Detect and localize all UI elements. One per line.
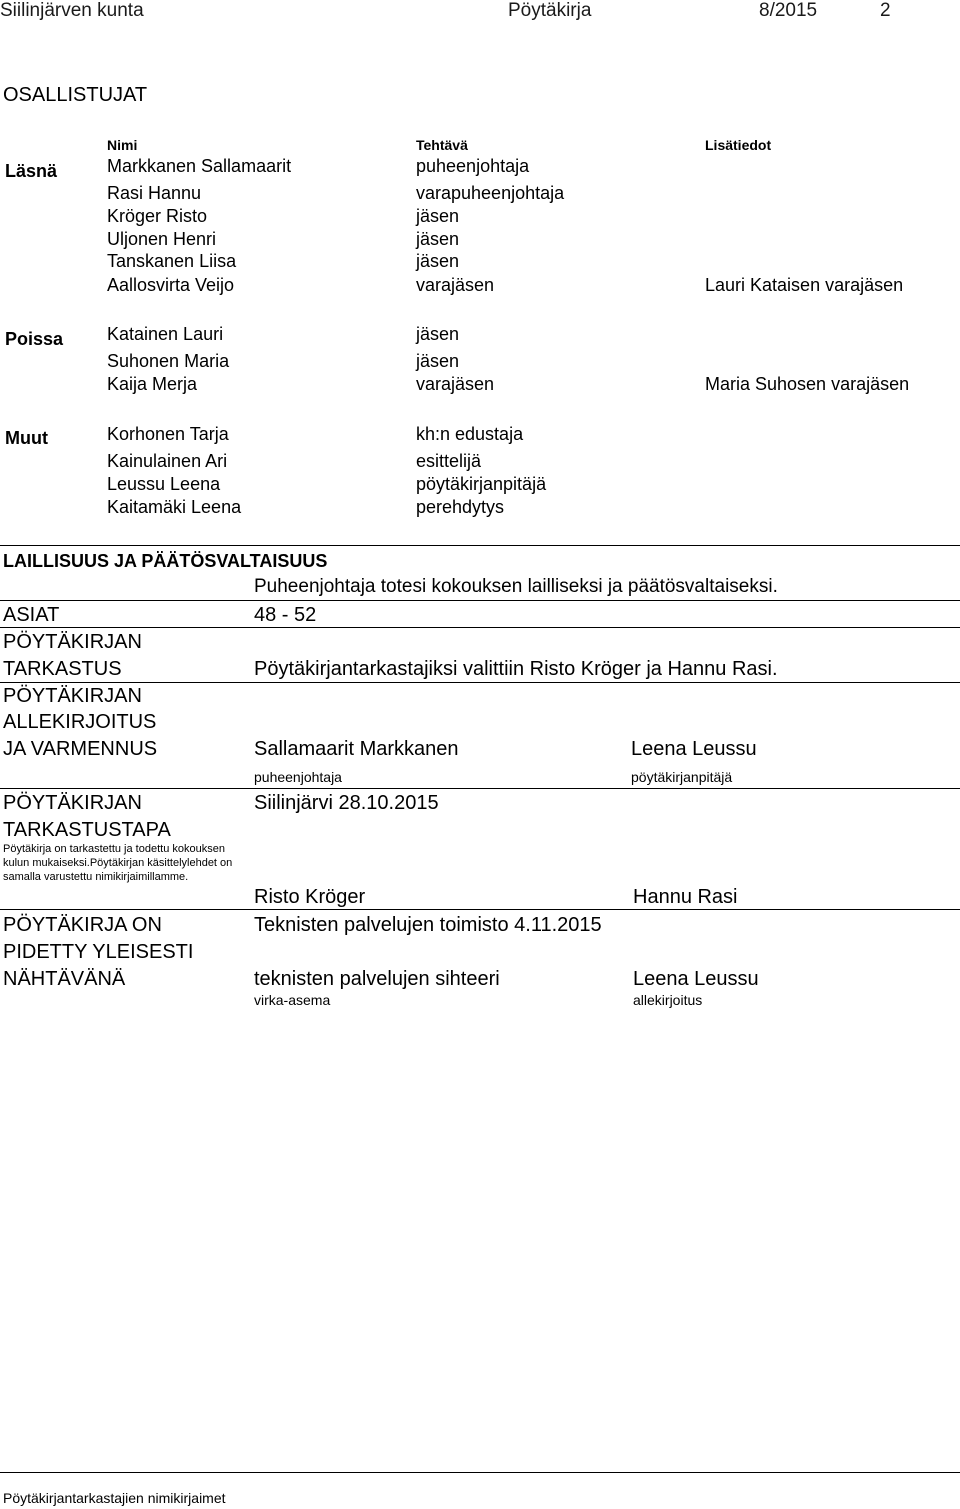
municipality-name: Siilinjärven kunta: [0, 0, 144, 21]
public-display-heading-line3: NÄHTÄVÄNÄ: [3, 968, 126, 990]
official-title-caption: virka-asema: [254, 992, 331, 1008]
official-name: Leena Leussu: [633, 968, 759, 990]
absent-name: Katainen Lauri: [107, 324, 224, 344]
section-divider: [0, 682, 960, 683]
others-name: Leussu Leena: [107, 474, 221, 494]
section-divider: [0, 909, 960, 910]
others-name: Kainulainen Ari: [107, 451, 228, 471]
present-role: varajäsen: [416, 275, 495, 295]
absent-notes: Maria Suhosen varajäsen: [705, 374, 910, 394]
quorum-text: Puheenjohtaja totesi kokouksen lailliseksi ja päätösvaltaiseksi.: [254, 576, 778, 597]
others-role: pöytäkirjanpitäjä: [416, 474, 547, 494]
absent-name: Suhonen Maria: [107, 351, 230, 371]
present-name: Aallosvirta Veijo: [107, 275, 235, 295]
column-header-notes: Lisätiedot: [705, 137, 772, 153]
present-role: jäsen: [416, 229, 460, 249]
review-method-heading-line2: TARKASTUSTAPA: [3, 819, 171, 841]
section-divider: [0, 600, 960, 601]
present-role: puheenjohtaja: [416, 156, 530, 176]
quorum-heading: LAILLISUUS JA PÄÄTÖSVALTAISUUS: [3, 551, 328, 571]
chair-name: Sallamaarit Markkanen: [254, 738, 459, 760]
document-number: 8/2015: [759, 0, 818, 21]
present-label: Läsnä: [5, 161, 58, 181]
others-role: kh:n edustaja: [416, 424, 524, 444]
present-name: Kröger Risto: [107, 206, 208, 226]
page-number: 2: [880, 0, 891, 21]
review-place-date: Siilinjärvi 28.10.2015: [254, 792, 439, 814]
present-role: jäsen: [416, 206, 460, 226]
present-name: Rasi Hannu: [107, 183, 202, 203]
chair-role: puheenjohtaja: [254, 769, 342, 785]
section-divider: [0, 545, 960, 546]
column-header-name: Nimi: [107, 137, 138, 153]
reviewer-name-2: Hannu Rasi: [633, 886, 738, 908]
official-title: teknisten palvelujen sihteeri: [254, 968, 500, 990]
absent-role: jäsen: [416, 324, 460, 344]
document-type: Pöytäkirja: [508, 0, 592, 21]
absent-label: Poissa: [5, 329, 64, 349]
signatures-heading-line1: PÖYTÄKIRJAN: [3, 685, 142, 707]
review-text: Pöytäkirjantarkastajiksi valittiin Risto Kröger ja Hannu Rasi.: [254, 658, 778, 680]
signatures-heading-line3: JA VARMENNUS: [3, 738, 158, 760]
review-method-heading-line1: PÖYTÄKIRJAN: [3, 792, 142, 814]
reviewer-name-1: Risto Kröger: [254, 886, 366, 908]
section-divider: [0, 627, 960, 628]
others-name: Kaitamäki Leena: [107, 497, 242, 517]
footer-divider: [0, 1472, 960, 1473]
footer-text: Pöytäkirjantarkastajien nimikirjaimet: [3, 1490, 226, 1506]
review-note: Pöytäkirja on tarkastettu ja todettu kokouksen kulun mukaiseksi.Pöytäkirjan käsittelylehdet on samalla varustettu nimikirjaimillamme.: [3, 843, 233, 883]
present-notes: Lauri Kataisen varajäsen: [705, 275, 904, 295]
others-role: esittelijä: [416, 451, 482, 471]
secretary-name: Leena Leussu: [631, 738, 757, 760]
present-role: jäsen: [416, 251, 460, 271]
present-role: varapuheenjohtaja: [416, 183, 565, 203]
public-display-heading-line1: PÖYTÄKIRJA ON: [3, 914, 162, 936]
items-range: 48 - 52: [254, 604, 317, 626]
absent-name: Kaija Merja: [107, 374, 198, 394]
others-name: Korhonen Tarja: [107, 424, 229, 444]
review-heading-line2: TARKASTUS: [3, 658, 122, 680]
others-role: perehdytys: [416, 497, 505, 517]
items-label: ASIAT: [3, 604, 60, 626]
absent-role: jäsen: [416, 351, 460, 371]
column-header-role: Tehtävä: [416, 137, 468, 153]
participants-title: OSALLISTUJAT: [3, 84, 148, 106]
others-label: Muut: [5, 428, 48, 448]
absent-role: varajäsen: [416, 374, 495, 394]
present-name: Uljonen Henri: [107, 229, 217, 249]
review-heading-line1: PÖYTÄKIRJAN: [3, 631, 142, 653]
section-divider: [0, 788, 960, 789]
public-display-heading-line2: PIDETTY YLEISESTI: [3, 941, 194, 963]
present-name: Tanskanen Liisa: [107, 251, 237, 271]
public-display-location-date: Teknisten palvelujen toimisto 4.11.2015: [254, 914, 602, 936]
secretary-role: pöytäkirjanpitäjä: [631, 769, 733, 785]
present-name: Markkanen Sallamaarit: [107, 156, 292, 176]
signature-caption: allekirjoitus: [633, 992, 703, 1008]
signatures-heading-line2: ALLEKIRJOITUS: [3, 711, 157, 733]
